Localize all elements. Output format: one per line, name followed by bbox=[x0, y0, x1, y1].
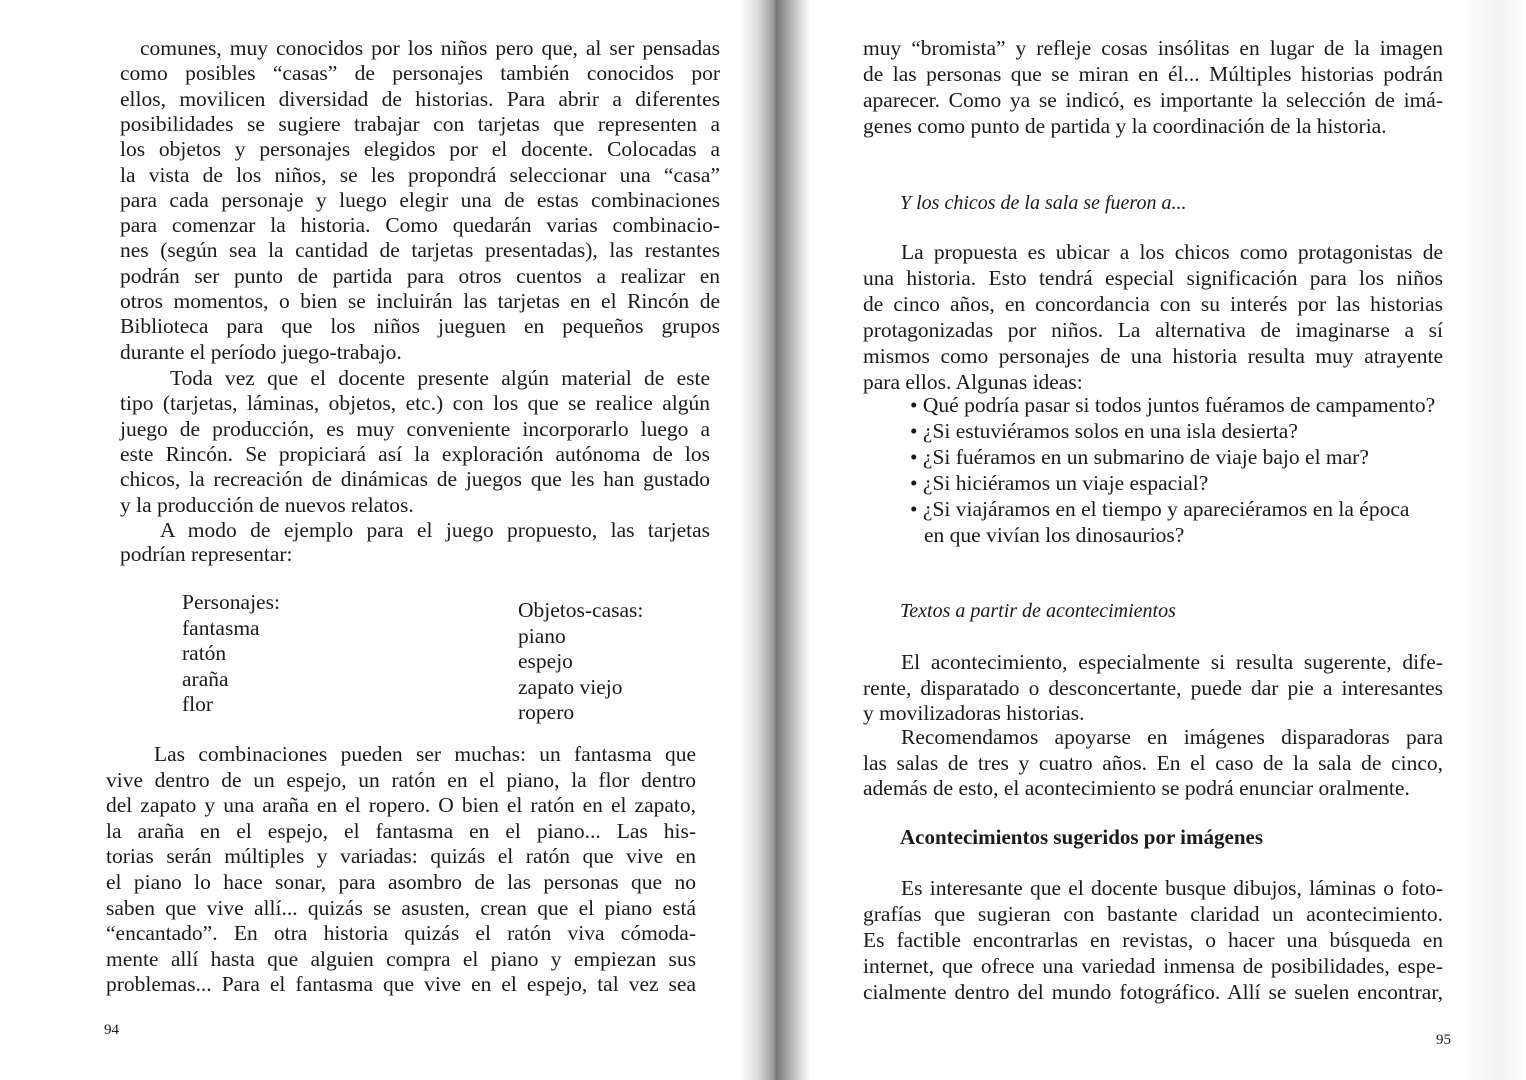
r4-line: las salas de tres y cuatro años. En el caso de la sala de cinco, bbox=[863, 750, 1443, 775]
bullets-line: en que vivían los dinosaurios? bbox=[924, 523, 1185, 547]
r3-line: El acontecimiento, especialmente si resulta sugerente, dife- bbox=[901, 650, 1443, 674]
page-edge bbox=[1460, 0, 1526, 1080]
p2-line: Toda vez que el docente presente algún material de este bbox=[170, 366, 710, 390]
p1-line: podrán ser punto de partida para otros cuentos a realizar en bbox=[120, 263, 720, 288]
p4-line: del zapato y una araña en el ropero. O bien el ratón en el zapato, bbox=[106, 793, 696, 818]
p3-line: podrían representar: bbox=[120, 542, 293, 566]
page-number-left: 94 bbox=[104, 1022, 119, 1038]
p2-line: y la producción de nuevos relatos. bbox=[120, 492, 414, 517]
r4-line: Recomendamos apoyarse en imágenes disparadoras para bbox=[901, 725, 1443, 749]
r5-line: cialmente dentro del mundo fotográfico. Allí se suelen encontrar, bbox=[863, 980, 1443, 1004]
book-gutter-shadow bbox=[740, 0, 810, 1080]
p1-line: comunes, muy conocidos por los niños pero que, al ser pensadas bbox=[140, 36, 720, 60]
personajes-line: fantasma bbox=[182, 615, 260, 640]
r2-line: una historia. Esto tendrá especial significación para los niños bbox=[863, 266, 1443, 290]
r2-line: protagonizadas por niños. La alternativa de imaginarse a sí bbox=[863, 318, 1443, 342]
r5-line: grafías que sugieran con bastante claridad un acontecimiento. bbox=[863, 902, 1443, 926]
p4-line: la araña en el espejo, el fantasma en el piano... Las his- bbox=[106, 818, 696, 843]
r2-line: de cinco años, en concordancia con su interés por las historias bbox=[863, 292, 1443, 316]
section-heading-acontecimientos-imagenes: Acontecimientos sugeridos por imágenes bbox=[900, 825, 1263, 849]
p4-line: mente allí hasta que alguien compra el piano y empiezan sus bbox=[106, 946, 696, 971]
p1-line: la vista de los niños, se les propondrá seleccionar una “casa” bbox=[120, 162, 720, 187]
p1-line: Biblioteca para que los niños jueguen en pequeños grupos bbox=[120, 314, 720, 339]
p4-line: vive dentro de un espejo, un ratón en el piano, la flor dentro bbox=[106, 767, 696, 792]
r2-line: La propuesta es ubicar a los chicos como protagonistas de bbox=[901, 240, 1443, 264]
bullets-line: • ¿Si estuviéramos solos en una isla desierta? bbox=[910, 419, 1298, 443]
p2-line: juego de producción, es muy conveniente incorporarlo luego a bbox=[120, 416, 710, 441]
r1-line: de las personas que se miran en él... Múltiples historias podrán bbox=[863, 62, 1443, 86]
section-heading-chicos-sala: Y los chicos de la sala se fueron a... bbox=[900, 192, 1187, 214]
p4-line: problemas... Para el fantasma que vive en el espejo, tal vez sea bbox=[106, 972, 696, 997]
p1-line: otros momentos, o bien se incluirán las tarjetas en el Rincón de bbox=[120, 289, 720, 313]
r2-line: mismos como personajes de una historia resulta muy atrayente bbox=[863, 344, 1443, 368]
p4-line: Las combinaciones pueden ser muchas: un fantasma que bbox=[154, 742, 696, 766]
p4-line: el piano lo hace sonar, para asombro de las personas que no bbox=[106, 870, 696, 894]
p2-line: chicos, la recreación de dinámicas de juegos que les han gustado bbox=[120, 467, 710, 492]
r1-line: aparecer. Como ya se indicó, es importante la selección de imá- bbox=[863, 88, 1443, 112]
p1-line: los objetos y personajes elegidos por el docente. Colocadas a bbox=[120, 137, 720, 162]
r4-line: además de esto, el acontecimiento se podrá enunciar oralmente. bbox=[863, 776, 1410, 800]
r5-line: Es factible encontrarlas en revistas, o hacer una búsqueda en bbox=[863, 928, 1443, 952]
r1-line: muy “bromista” y refleje cosas insólitas en lugar de la imagen bbox=[863, 36, 1443, 60]
r5-line: internet, que ofrece una variedad inmensa de posibilidades, espe- bbox=[863, 954, 1443, 978]
section-heading-textos-acontecimientos: Textos a partir de acontecimientos bbox=[900, 600, 1176, 622]
objetos-line: Objetos-casas: bbox=[518, 598, 644, 622]
p1-line: como posibles “casas” de personajes también conocidos por bbox=[120, 61, 720, 86]
p1-line: para cada personaje y luego elegir una de estas combinaciones bbox=[120, 187, 720, 212]
bullets-line: • ¿Si hiciéramos un viaje espacial? bbox=[910, 471, 1209, 495]
objetos-line: piano bbox=[518, 623, 566, 648]
r1-line: genes como punto de partida y la coordinación de la historia. bbox=[863, 114, 1387, 138]
p1-line: posibilidades se sugiere trabajar con tarjetas que representen a bbox=[120, 111, 720, 136]
personajes-line: flor bbox=[182, 692, 214, 716]
personajes-line: ratón bbox=[182, 641, 227, 665]
p1-line: nes (según sea la cantidad de tarjetas presentadas), las restantes bbox=[120, 238, 720, 263]
r2-line: para ellos. Algunas ideas: bbox=[863, 370, 1083, 394]
p1-line: para comenzar la historia. Como quedarán varias combinacio- bbox=[120, 213, 720, 238]
p4-line: “encantado”. En otra historia quizás el ratón viva cómoda- bbox=[106, 921, 696, 946]
bullets-line: • ¿Si viajáramos en el tiempo y apareciéramos en la época bbox=[910, 497, 1410, 521]
p2-line: tipo (tarjetas, láminas, objetos, etc.) con los que se realice algún bbox=[120, 391, 710, 416]
r5-line: Es interesante que el docente busque dibujos, láminas o foto- bbox=[901, 876, 1443, 900]
personajes-line: araña bbox=[182, 666, 229, 691]
objetos-line: zapato viejo bbox=[518, 674, 623, 699]
bullets-line: • ¿Si fuéramos en un submarino de viaje bajo el mar? bbox=[910, 445, 1369, 469]
p1-line: ellos, movilicen diversidad de historias. Para abrir a diferentes bbox=[120, 86, 720, 111]
objetos-line: ropero bbox=[518, 700, 575, 724]
page-number-right: 95 bbox=[1436, 1032, 1451, 1048]
p2-line: este Rincón. Se propiciará así la exploración autónoma de los bbox=[120, 441, 710, 466]
p4-line: torias serán múltiples y variadas: quizás el ratón que vive en bbox=[106, 844, 696, 869]
r3-line: y movilizadoras historias. bbox=[863, 701, 1085, 725]
bullets-line: • Qué podría pasar si todos juntos fuéramos de campamento? bbox=[910, 393, 1436, 417]
p1-line: durante el período juego-trabajo. bbox=[120, 339, 402, 364]
objetos-line: espejo bbox=[518, 649, 573, 673]
r3-line: rente, disparatado o desconcertante, puede dar pie a interesantes bbox=[863, 675, 1443, 700]
personajes-line: Personajes: bbox=[182, 590, 280, 614]
p4-line: saben que vive allí... quizás se asusten, crean que el piano está bbox=[106, 895, 696, 920]
p3-line: A modo de ejemplo para el juego propuesto, las tarjetas bbox=[160, 518, 710, 542]
